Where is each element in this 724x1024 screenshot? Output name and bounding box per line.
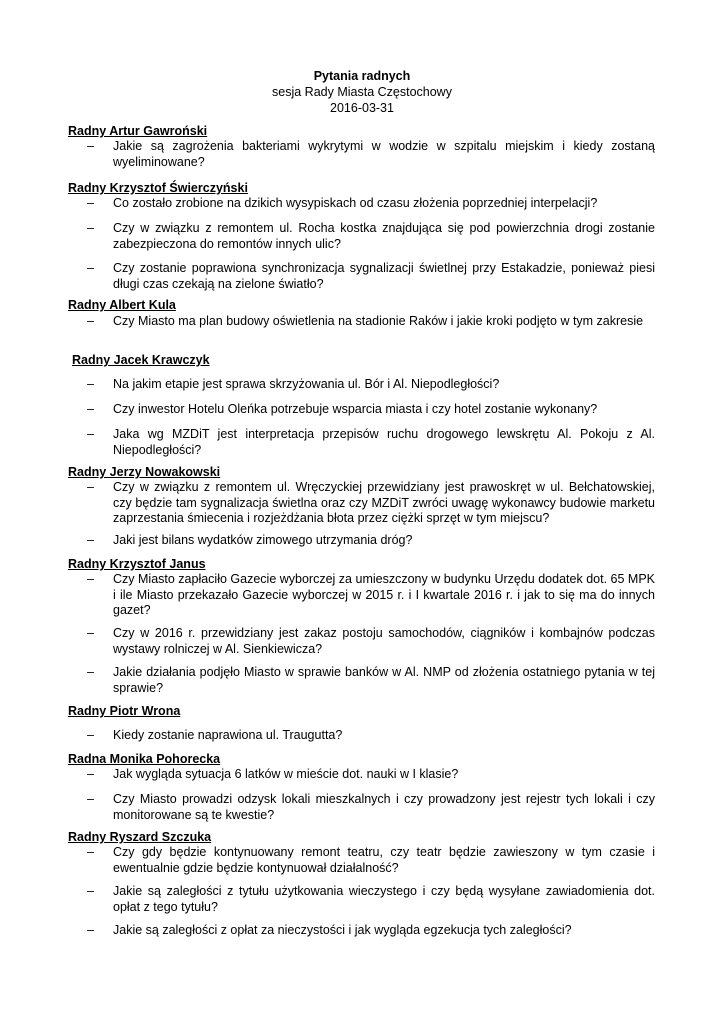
document-subtitle: sesja Rady Miasta Częstochowy (272, 85, 452, 99)
bullet-dash: – (87, 480, 94, 494)
bullet-dash: – (87, 884, 94, 898)
bullet-dash: – (87, 767, 94, 781)
question-item (87, 845, 655, 876)
question-item (87, 139, 655, 170)
question-item (87, 767, 655, 783)
bullet-dash: – (87, 572, 94, 586)
question-text: Co zostało zrobione na dzikich wysypiskach od czasu złożenia poprzedniej interpelacji? (113, 196, 598, 210)
bullet-dash: – (87, 314, 94, 328)
councillor-name: Radny Jerzy Nowakowski (68, 465, 221, 479)
councillor-name: Radny Jacek Krawczyk (72, 353, 210, 367)
question-text: Czy Miasto ma plan budowy oświetlenia na stadionie Raków i jakie kroki podjęto w tym zakresie (113, 314, 644, 328)
question-text: Jakie działania podjęło Miasto w sprawie banków w Al. NMP od złożenia ostatniego pytania w tej sprawie? (113, 665, 655, 695)
question-text: Czy w związku z remontem ul. Rocha kostka znajdująca się pod powierzchnia drogi zostanie zabezpieczona do remontów innych ulic? (113, 221, 655, 251)
question-item (87, 533, 655, 549)
question-text: Jakie są zaległości z tytułu użytkowania wieczystego i czy będą wysyłane zawiadomienia dot. opłat z tego tytułu? (113, 884, 655, 914)
question-item (87, 728, 655, 744)
question-text: Jaki jest bilans wydatków zimowego utrzymania dróg? (113, 533, 413, 547)
question-item (87, 196, 655, 212)
bullet-dash: – (87, 261, 94, 275)
question-item (87, 377, 655, 393)
question-item (87, 792, 655, 823)
bullet-dash: – (87, 923, 94, 937)
bullet-dash: – (87, 402, 94, 416)
bullet-dash: – (87, 792, 94, 806)
bullet-dash: – (87, 626, 94, 640)
question-item (87, 221, 655, 252)
document-title: Pytania radnych (313, 69, 411, 83)
bullet-dash: – (87, 728, 94, 742)
bullet-dash: – (87, 221, 94, 235)
question-text: Czy Miasto prowadzi odzysk lokali mieszkalnych i czy prowadzony jest rejestr tych lokali i czy monitorowane są te kwestie? (113, 792, 655, 822)
question-item (87, 923, 655, 939)
question-item (87, 427, 655, 458)
question-text: Czy zostanie poprawiona synchronizacja sygnalizacji świetlnej przy Estakadzie, ponieważ piesi długi czas czekają na zielone światło? (113, 261, 655, 291)
councillor-name: Radny Ryszard Szczuka (68, 830, 212, 844)
question-item (87, 314, 655, 330)
question-text: Kiedy zostanie naprawiona ul. Traugutta? (113, 728, 343, 742)
councillor-name: Radna Monika Pohorecka (68, 752, 221, 766)
councillor-name: Radny Krzysztof Świerczyński (68, 181, 248, 195)
councillor-name: Radny Artur Gawroński (68, 124, 208, 138)
question-item (87, 261, 655, 292)
question-item (87, 665, 655, 696)
councillor-name: Radny Krzysztof Janus (68, 557, 206, 571)
question-text: Czy Miasto zapłaciło Gazecie wyborczej za umieszczony w budynku Urzędu dodatek dot. 65 MPK i ile Miasto przekazało Gazecie wyborczej w 2015 r. i I kwartale 2016 r. i jak to się ma do innych gazet? (113, 572, 655, 618)
councillor-name: Radny Albert Kula (68, 298, 176, 312)
bullet-dash: – (87, 196, 94, 210)
document-date: 2016-03-31 (330, 101, 394, 115)
question-text: Jakie są zaległości z opłat za nieczystości i jak wygląda egzekucja tych zaległości? (113, 923, 572, 937)
question-item (87, 402, 655, 418)
question-item (87, 884, 655, 915)
question-text: Czy w 2016 r. przewidziany jest zakaz postoju samochodów, ciągników i kombajnów podczas wystawy rolniczej w Al. Sienkiewicza? (113, 626, 655, 656)
bullet-dash: – (87, 377, 94, 391)
question-text: Jaka wg MZDiT jest interpretacja przepisów ruchu drogowego lewskrętu Al. Pokoju z Al. Niepodległości? (113, 427, 655, 457)
bullet-dash: – (87, 533, 94, 547)
councillor-name: Radny Piotr Wrona (68, 704, 181, 718)
question-text: Jakie są zagrożenia bakteriami wykrytymi w wodzie w szpitalu miejskim i kiedy zostaną wyeliminowane? (113, 139, 655, 169)
bullet-dash: – (87, 427, 94, 441)
question-text: Na jakim etapie jest sprawa skrzyżowania ul. Bór i Al. Niepodległości? (113, 377, 500, 391)
question-text: Jak wygląda sytuacja 6 latków w mieście dot. nauki w I klasie? (113, 767, 459, 781)
question-text: Czy gdy będzie kontynuowany remont teatru, czy teatr będzie zawieszony w tym czasie i ewentualnie gdzie będzie kontynuował działalność? (113, 845, 655, 875)
question-text: Czy w związku z remontem ul. Wręczyckiej przewidziany jest prawoskręt w ul. Bełchatowskiej, czy będzie tam sygnalizacja świetlna oraz czy MZDiT zwróci uwagę wykonawcy budowie marketu zaprzestania śmiecenia i rozjeżdżania błota przez ciężki sprzęt w tym miejscu? (113, 480, 655, 526)
question-text: Czy inwestor Hotelu Oleńka potrzebuje wsparcia miasta i czy hotel zostanie wykonany? (113, 402, 598, 416)
bullet-dash: – (87, 845, 94, 859)
document-header (0, 68, 724, 116)
bullet-dash: – (87, 139, 94, 153)
question-item (87, 626, 655, 657)
question-item (87, 572, 655, 619)
question-item (87, 480, 655, 527)
bullet-dash: – (87, 665, 94, 679)
